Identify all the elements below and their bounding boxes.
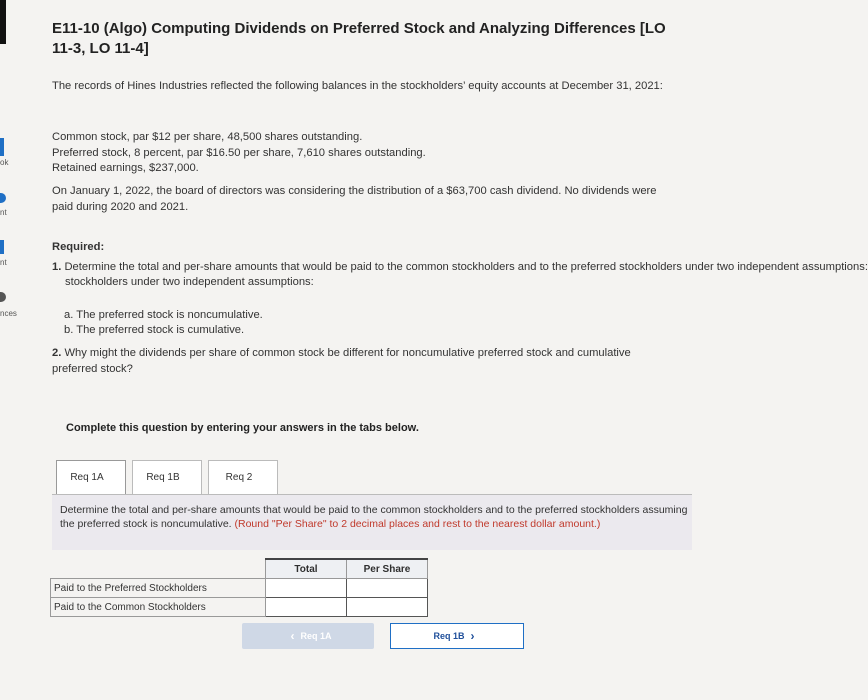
sidebar-dot (0, 292, 6, 302)
common-per-share-input[interactable] (347, 598, 428, 617)
question-1-number: 1. (52, 261, 62, 273)
header-per-share: Per Share (347, 559, 428, 579)
tab-bar (56, 460, 284, 494)
question-2-number: 2. (52, 347, 62, 359)
chevron-left-icon: ‹ (290, 629, 295, 643)
dividend-text: On January 1, 2022, the board of directors was considering the distribution of a $63,700 cash dividend. No dividends were paid during 2020 and 2021. (52, 185, 657, 213)
required-label: Required: (52, 241, 105, 253)
header-total: Total (266, 559, 347, 579)
tab-req-2[interactable]: Req 2 (208, 460, 278, 494)
tab-req-1b[interactable]: Req 1B (132, 460, 202, 494)
table-header-row (51, 559, 428, 579)
preferred-per-share-input[interactable] (347, 579, 428, 598)
question-1b: b. The preferred stock is cumulative. (64, 324, 245, 336)
common-total-input[interactable] (266, 598, 347, 617)
question-1-cont: stockholders under two independent assumptions: (65, 276, 314, 288)
round-note: (Round "Per Share" to 2 decimal places and rest to the nearest dollar amount.) (234, 518, 601, 530)
sidebar-dot (0, 193, 6, 203)
sidebar-item-4[interactable]: nces (0, 309, 17, 318)
panel-text (60, 503, 690, 531)
question-1a: a. The preferred stock is noncumulative. (64, 309, 263, 321)
prev-button[interactable] (242, 623, 374, 649)
next-label: Req 1B (433, 631, 465, 641)
question-1 (52, 260, 868, 276)
prev-label: Req 1A (300, 631, 332, 641)
preferred-total-input[interactable] (266, 579, 347, 598)
table-corner (51, 559, 266, 579)
panel-instruction: Determine the total and per-share amounts that would be paid to the common stockholders and to the preferred stockholders assuming the preferred stock is noncumulative. (60, 504, 688, 530)
next-button[interactable] (390, 623, 524, 649)
sidebar-item-2[interactable]: nt (0, 208, 7, 217)
sidebar-indicator (0, 240, 4, 254)
intro-text: The records of Hines Industries reflected the following balances in the stockholders’ equity accounts at December 31, 2021: (52, 80, 663, 92)
question-2-text: Why might the dividends per share of common stock be different for noncumulative preferred stock and cumulative preferred stock? (52, 347, 631, 375)
page-title: E11-10 (Algo) Computing Dividends on Preferred Stock and Analyzing Differences [LO 11-3, LO 11-4] (52, 20, 666, 57)
balance-preferred: Preferred stock, 8 percent, par $16.50 per share, 7,610 shares outstanding. (52, 146, 426, 159)
balances-list (52, 130, 672, 177)
table-row (51, 598, 428, 617)
table-row (51, 579, 428, 598)
complete-instruction: Complete this question by entering your answers in the tabs below. (66, 422, 419, 434)
balance-retained: Retained earnings, $237,000. (52, 162, 199, 174)
sidebar-item-1[interactable]: ok (0, 158, 9, 167)
instruction-panel (52, 494, 692, 550)
row-label-preferred: Paid to the Preferred Stockholders (51, 579, 266, 598)
sidebar-item-3[interactable]: nt (0, 258, 7, 267)
sidebar-marker (0, 0, 6, 44)
row-label-common: Paid to the Common Stockholders (51, 598, 266, 617)
answer-table (50, 558, 428, 617)
tab-req-1a[interactable]: Req 1A (56, 460, 126, 494)
question-2 (52, 346, 652, 377)
question-1-text: Determine the total and per-share amounts that would be paid to the common stockholders and to the preferred stockholders under two independent assumptions: (64, 261, 868, 273)
balance-common: Common stock, par $12 per share, 48,500 shares outstanding. (52, 131, 363, 143)
left-sidebar (0, 0, 24, 700)
chevron-right-icon: › (470, 629, 475, 643)
sidebar-indicator (0, 138, 4, 156)
